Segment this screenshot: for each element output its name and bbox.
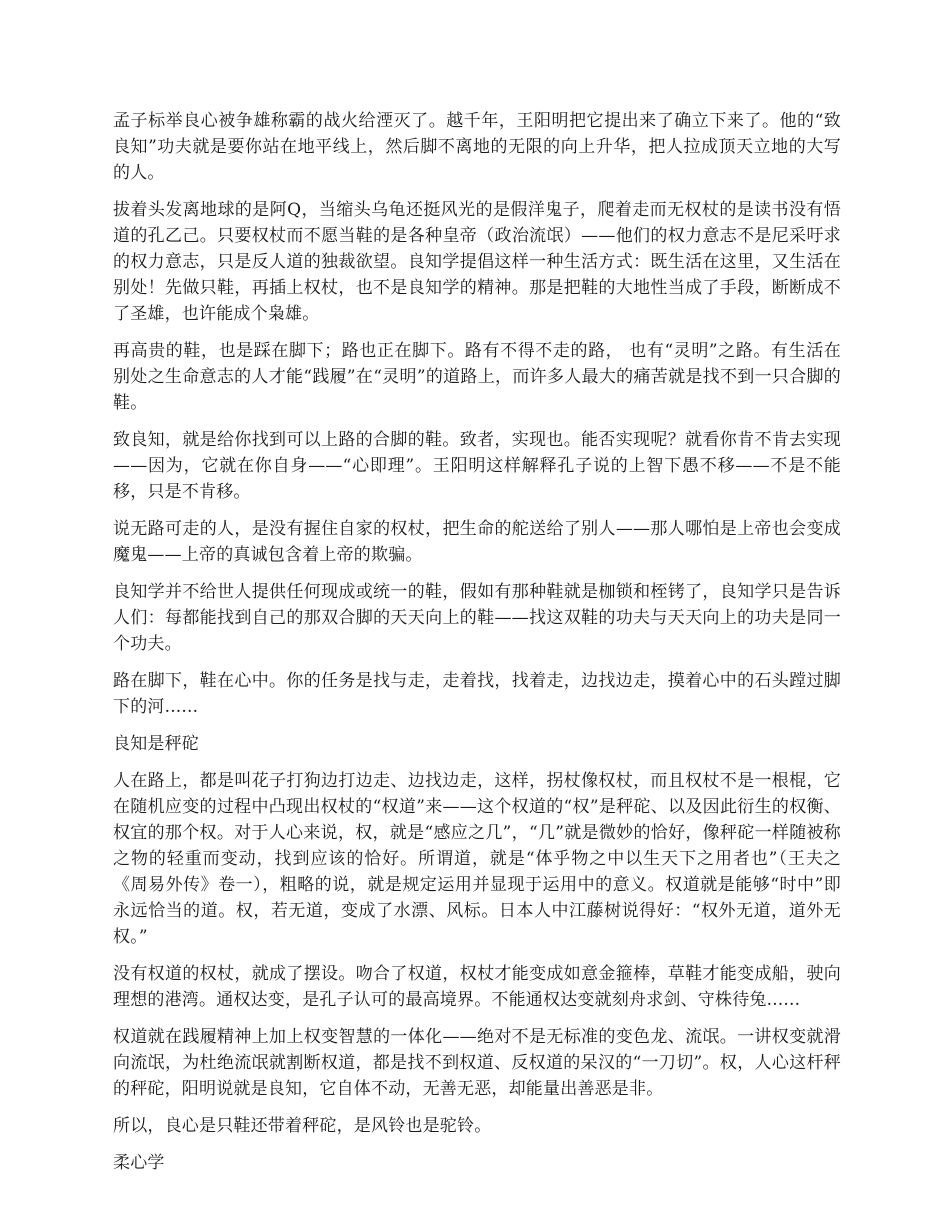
paragraph-6: 良知学并不给世人提供任何现成或统一的鞋，假如有那种鞋就是枷锁和桎铐了，良知学只是告诉人们：每都能找到自己的那双合脚的天天向上的鞋——找这双鞋的功夫与天天向上的功夫是同一个功夫。 bbox=[113, 582, 841, 654]
paragraph-7: 路在脚下，鞋在心中。你的任务是找与走，走着找，找着走，边找边走，摸着心中的石头蹚过脚下的河...... bbox=[113, 671, 841, 717]
paragraph-3: 再高贵的鞋，也是踩在脚下；路也正在脚下。路有不得不走的路， 也有“灵明”之路。有生活在别处之生命意志的人才能“践履”在“灵明”的道路上，而许多人最大的痛苦就是找不到一只合脚的鞋。 bbox=[113, 341, 841, 413]
paragraph-2: 拔着头发离地球的是阿Q，当缩头乌龟还挺风光的是假洋鬼子，爬着走而无权杖的是读书没有悟道的孔乙己。只要权杖而不愿当鞋的是各种皇帝（政治流氓）——他们的权力意志不是尼采吁求的权力意志，只是反人道的独裁欲望。良知学提倡这样一种生活方式：既生活在这里，又生活在别处！先做只鞋，再插上权杖，也不是良知学的精神。那是把鞋的大地性当成了手段，断断成不了圣雄，也许能成个枭雄。 bbox=[113, 200, 841, 324]
document-body bbox=[113, 108, 841, 1187]
paragraph-4: 致良知，就是给你找到可以上路的合脚的鞋。致者，实现也。能否实现呢？就看你肯不肯去实现——因为，它就在你自身——“心即理”。王阳明这样解释孔子说的上智下愚不移——不是不能移，只是不肯移。 bbox=[113, 430, 841, 502]
paragraph-10: 权道就在践履精神上加上权变智慧的一体化——绝对不是无标准的变色龙、流氓。一讲权变就滑向流氓，为杜绝流氓就割断权道，都是找不到权道、反权道的呆汉的“一刀切”。权，人心这杆秤的秤砣，阳明说就是良知，它自体不动，无善无恶，却能量出善恶是非。 bbox=[113, 1027, 841, 1099]
section-heading-liangzhi: 良知是秤砣 bbox=[113, 734, 199, 754]
paragraph-9: 没有权道的权杖，就成了摆设。吻合了权道，权杖才能变成如意金箍棒，草鞋才能变成船，驶向理想的港湾。通权达变，是孔子认可的最高境界。不能通权达变就刻舟求剑、守株待兔...... bbox=[113, 964, 841, 1010]
section-heading-rouxinxue: 柔心学 bbox=[113, 1153, 165, 1173]
paragraph-11: 所以，良心是只鞋还带着秤砣，是风铃也是驼铃。 bbox=[113, 1116, 492, 1136]
paragraph-5: 说无路可走的人，是没有握住自家的权杖，把生命的舵送给了别人——那人哪怕是上帝也会变成魔鬼——上帝的真诚包含着上帝的欺骗。 bbox=[113, 519, 841, 565]
paragraph-1: 孟子标举良心被争雄称霸的战火给湮灭了。越千年，王阳明把它提出来了确立下来了。他的“致良知”功夫就是要你站在地平线上，然后脚不离地的无限的向上升华，把人拉成顶天立地的大写的人。 bbox=[113, 111, 841, 183]
paragraph-8: 人在路上，都是叫花子打狗边打边走、边找边走，这样，拐杖像权杖，而且权杖不是一根棍，它在随机应变的过程中凸现出权杖的“权道”来——这个权道的“权”是秤砣、以及因此衍生的权衡、权宜的那个权。对于人心来说，权，就是“感应之几”，“几”就是微妙的恰好，像秤砣一样随被称之物的轻重而变动，找到应该的恰好。所谓道，就是“体乎物之中以生天下之用者也”（王夫之《周易外传》卷一），粗略的说，就是规定运用并显现于运用中的意义。权道就是能够“时中”即永远恰当的道。权，若无道，变成了水漂、风标。日本人中江藤树说得好：“权外无道，道外无权。” bbox=[113, 771, 841, 947]
